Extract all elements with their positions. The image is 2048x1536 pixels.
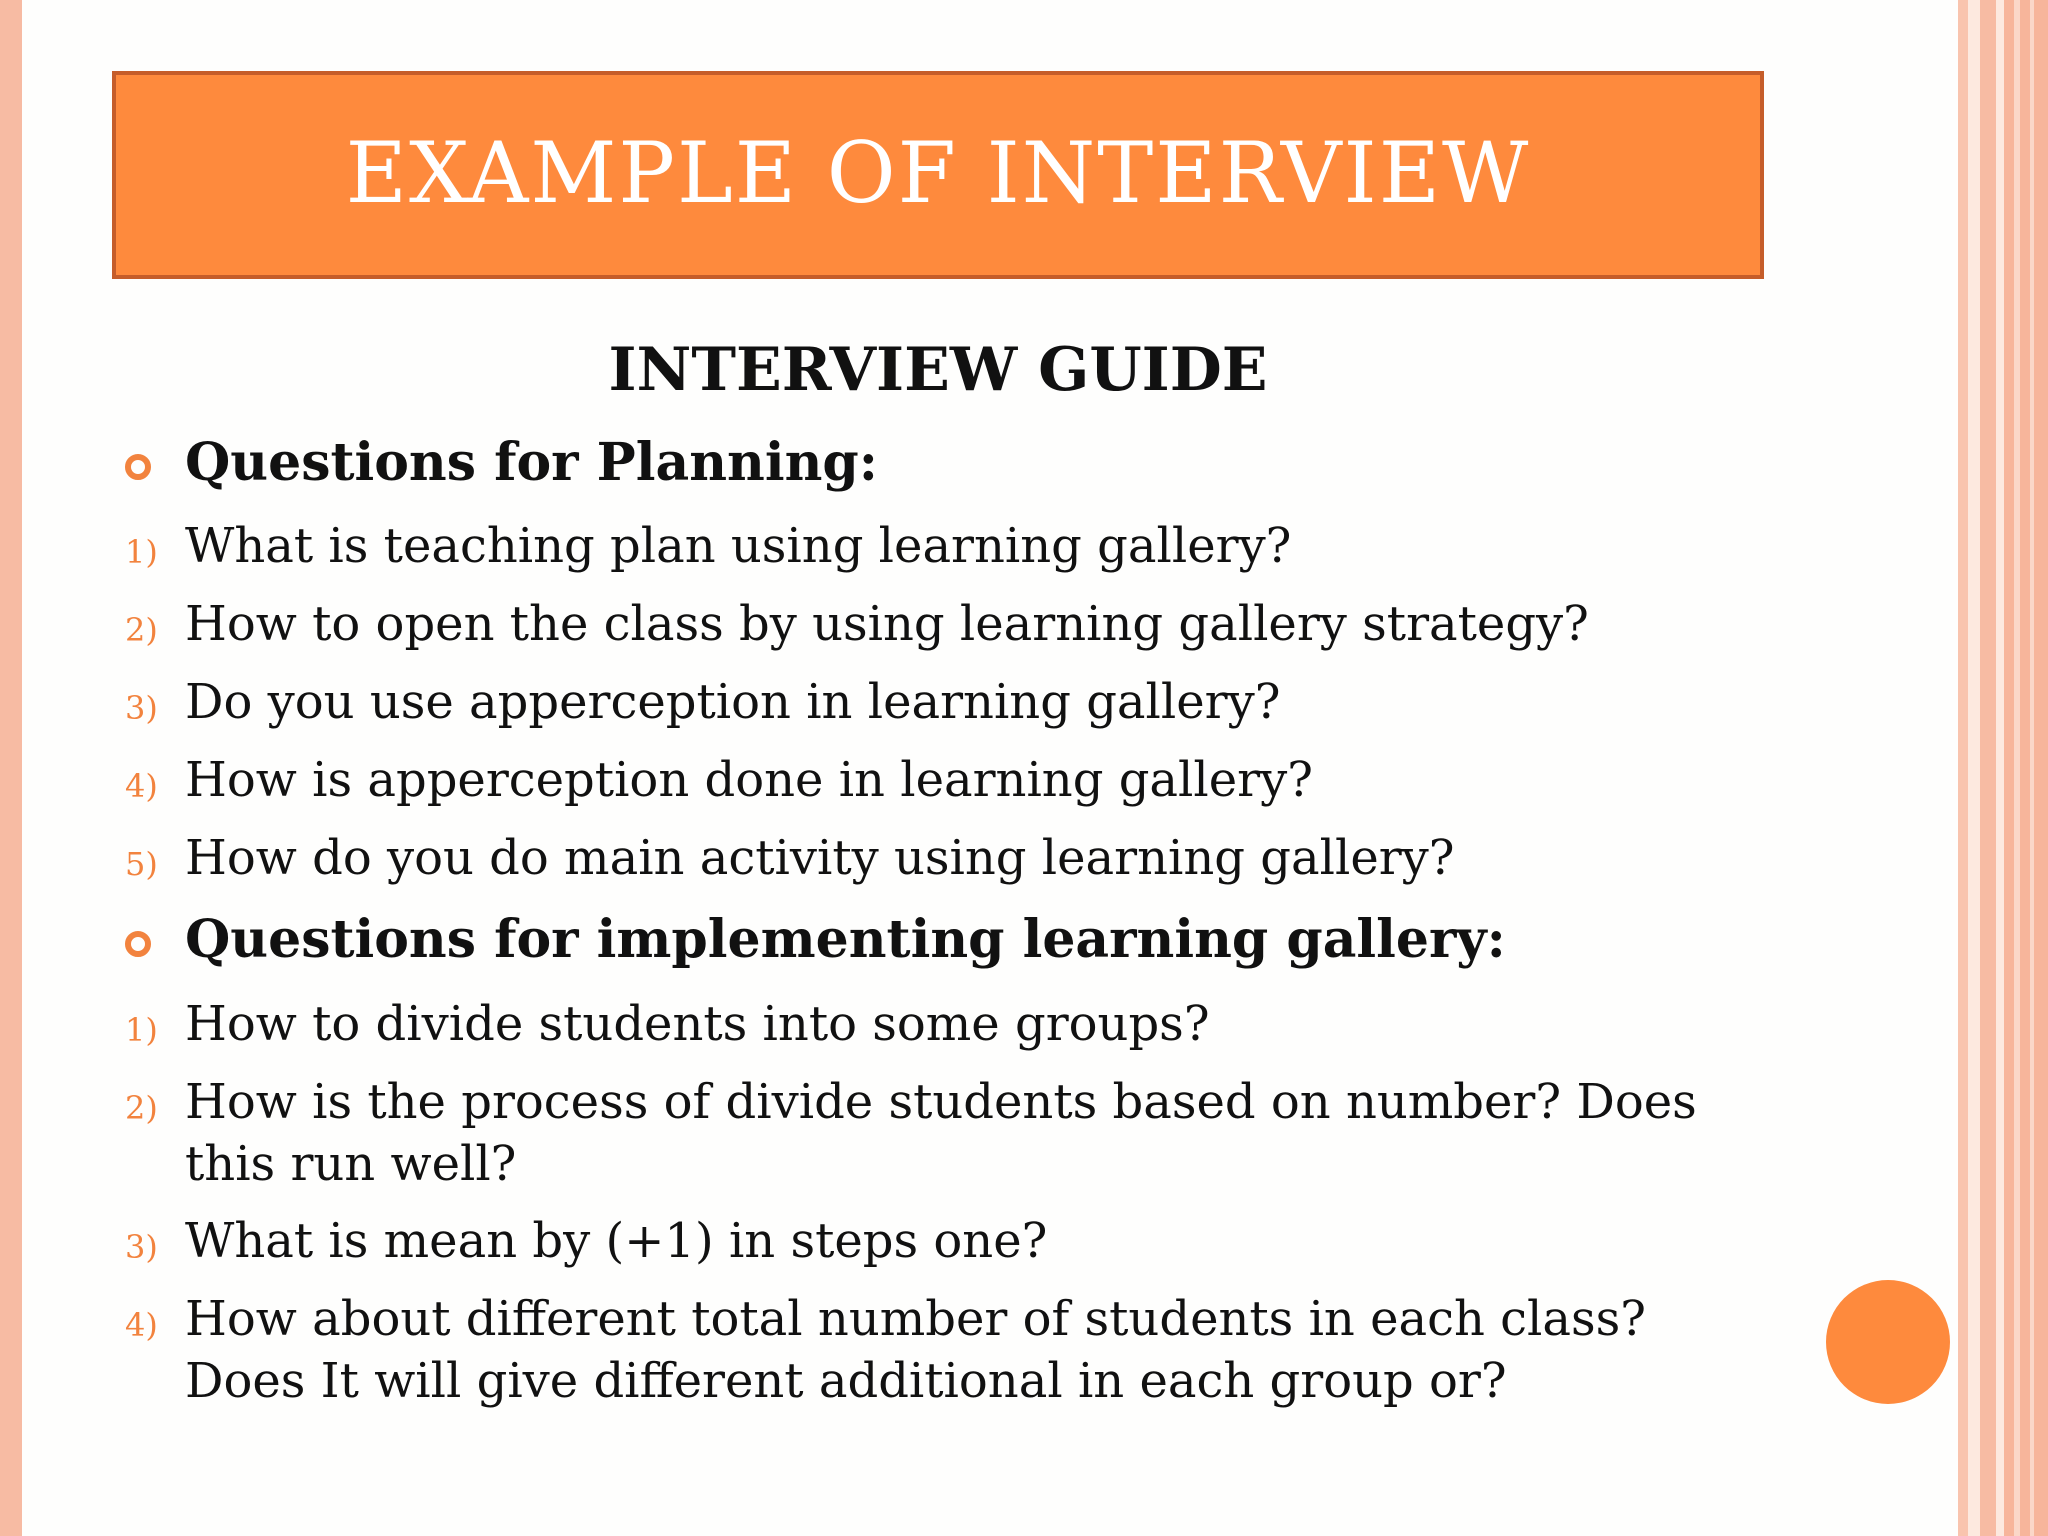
right-decorative-stripe (2004, 0, 2048, 1536)
right-decorative-stripe (1958, 0, 1968, 1536)
decorative-orange-circle (1826, 1280, 1950, 1404)
title-banner (112, 71, 1764, 279)
right-decorative-stripe (1996, 0, 2004, 1536)
slide-subtitle: INTERVIEW GUIDE (608, 335, 1268, 405)
right-decorative-stripe (1968, 0, 1980, 1536)
slide-title: EXAMPLE OF INTERVIEW (345, 124, 1531, 222)
right-decorative-stripe (1980, 0, 1996, 1536)
left-decorative-border (0, 0, 22, 1536)
hollow-circle-bullet-icon (125, 454, 151, 480)
right-decorative-stripe (2014, 0, 2020, 1536)
hollow-circle-bullet-icon (125, 931, 151, 957)
right-decorative-stripe (2030, 0, 2034, 1536)
